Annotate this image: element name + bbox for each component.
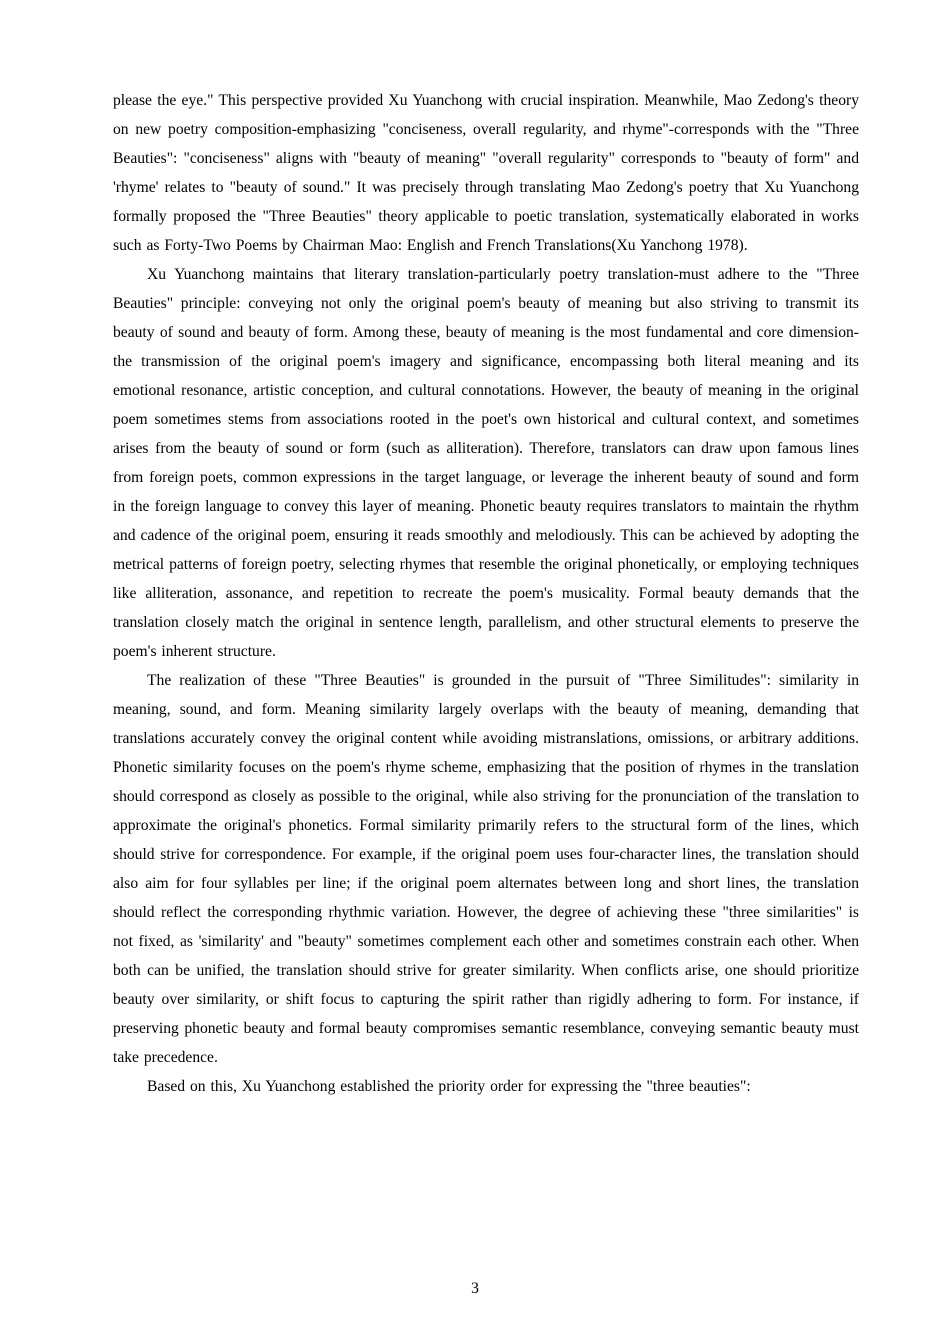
paragraph-4: Based on this, Xu Yuanchong established the priority order for expressing the "three beauties":	[147, 1078, 751, 1095]
paragraph-3: The realization of these "Three Beauties" is grounded in the pursuit of "Three Similitudes": similarity in meaning, sound, and form. Meaning similarity largely overlaps with the beauty of meaning, demanding that translations accurately convey the original content while avoiding mistranslations, omissions, or arbitrary additions. Phonetic similarity focuses on the poem's rhyme scheme, emphasizing that the position of rhymes in the translation should correspond as closely as possible to the original, while also striving for the pronunciation of the translation to approximate the original's phonetics. Formal similarity primarily refers to the structural form of the lines, which should strive for correspondence. For example, if the original poem uses four-character lines, the translation should also aim for four syllables per line; if the original poem alternates between long and short lines, the translation should reflect the corresponding rhythmic variation. However, the degree of achieving these "three similarities" is not fixed, as 'similarity' and "beauty" sometimes complement each other and sometimes constrain each other. When both can be unified, the translation should strive for greater similarity. When conflicts arise, one should prioritize beauty over similarity, or shift focus to capturing the spirit rather than rigidly adhering to form. For instance, if preserving phonetic beauty and formal beauty compromises semantic resemblance, conveying semantic beauty must take precedence.	[113, 672, 859, 1066]
paragraph-1: please the eye." This perspective provided Xu Yuanchong with crucial inspiration. Meanwhile, Mao Zedong's theory on new poetry composition-emphasizing "conciseness, overall regularity, and rhyme"-corresponds with the "Three Beauties": "conciseness" aligns with "beauty of meaning" "overall regularity" corresponds to "beauty of form" and 'rhyme' relates to "beauty of sound." It was precisely through translating Mao Zedong's poetry that Xu Yuanchong formally proposed the "Three Beauties" theory applicable to poetic translation, systematically elaborated in works such as Forty-Two Poems by Chairman Mao: English and French Translations(Xu Yanchong 1978).	[113, 92, 859, 254]
page-number: 3	[471, 1280, 479, 1297]
page-body	[113, 86, 859, 1101]
paragraph-2: Xu Yuanchong maintains that literary translation-particularly poetry translation-must adhere to the "Three Beauties" principle: conveying not only the original poem's beauty of meaning but also striving to transmit its beauty of sound and beauty of form. Among these, beauty of meaning is the most fundamental and core dimension-the transmission of the original poem's imagery and significance, encompassing both literal meaning and its emotional resonance, artistic conception, and cultural connotations. However, the beauty of meaning in the original poem sometimes stems from associations rooted in the poet's own historical and cultural context, and sometimes arises from the beauty of sound or form (such as alliteration). Therefore, translators can draw upon famous lines from foreign poets, common expressions in the target language, or leverage the inherent beauty of sound and form in the foreign language to convey this layer of meaning. Phonetic beauty requires translators to maintain the rhythm and cadence of the original poem, ensuring it reads smoothly and melodiously. This can be achieved by adopting the metrical patterns of foreign poetry, selecting rhymes that resemble the original phonetically, or employing techniques like alliteration, assonance, and repetition to recreate the poem's musicality. Formal beauty demands that the translation closely match the original in sentence length, parallelism, and other structural elements to preserve the poem's inherent structure.	[113, 266, 859, 660]
